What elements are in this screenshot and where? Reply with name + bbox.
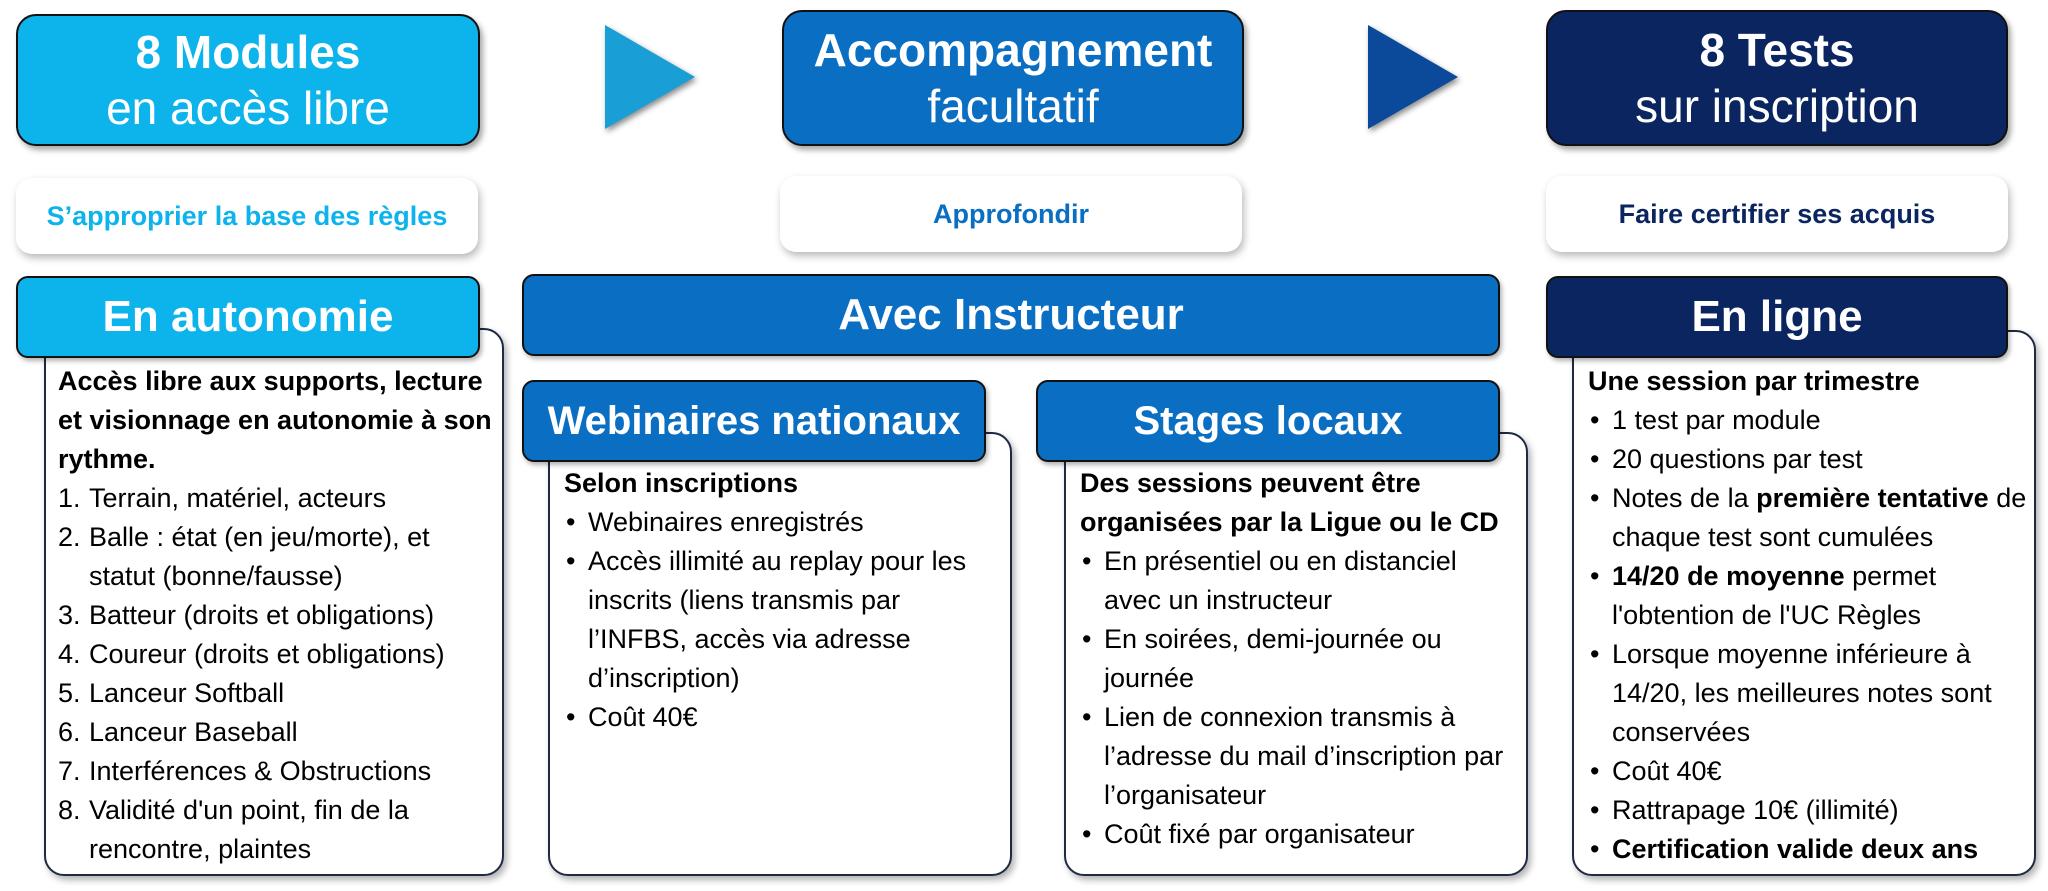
stages-list (1080, 542, 1512, 854)
list-item: 8. Validité d'un point, fin de la rencontre, plaintes (58, 791, 498, 869)
modules-list (58, 479, 498, 869)
list-item: • 1 test par module (1588, 401, 2032, 440)
autonomie-section-title: En autonomie (16, 276, 480, 358)
tests-header-title: 8 Tests (1699, 24, 1855, 76)
list-item: 5. Lanceur Softball (58, 674, 498, 713)
list-item: • Notes de la première tentative de chaque test sont cumulées (1588, 479, 2032, 557)
accompagnement-header (782, 10, 1244, 146)
stages-lead: Des sessions peuvent être organisées par la Ligue ou le CD (1080, 468, 1499, 537)
stages-content (1080, 464, 1512, 854)
webinaires-title: Webinaires nationaux (522, 380, 986, 462)
modules-header-title: 8 Modules (135, 26, 361, 78)
en-ligne-lead: Une session par trimestre (1588, 366, 1920, 396)
instructeur-section-title: Avec Instructeur (522, 274, 1500, 356)
modules-header (16, 14, 480, 146)
list-item: • 14/20 de moyenne permet l'obtention de l'UC Règles (1588, 557, 2032, 635)
list-item: 2. Balle : état (en jeu/morte), et statut (bonne/fausse) (58, 518, 498, 596)
list-item: • Rattrapage 10€ (illimité) (1588, 791, 2032, 830)
list-item: • Accès illimité au replay pour les inscrits (liens transmis par l’INFBS, accès via adresse d’inscription) (564, 542, 996, 698)
autonomie-content (58, 362, 498, 869)
list-item: 1. Terrain, matériel, acteurs (58, 479, 498, 518)
list-item: 4. Coureur (droits et obligations) (58, 635, 498, 674)
list-item: • Certification valide deux ans (1588, 830, 2032, 869)
list-item: 7. Interférences & Obstructions (58, 752, 498, 791)
webinaires-list (564, 503, 996, 737)
en-ligne-section-title: En ligne (1546, 276, 2008, 358)
accompagnement-header-title: Accompagnement (813, 24, 1213, 76)
list-item: • 20 questions par test (1588, 440, 2032, 479)
list-item: • En soirées, demi-journée ou journée (1080, 620, 1512, 698)
tagline-middle: Approfondir (780, 176, 1242, 252)
tests-header-subtitle: sur inscription (1635, 80, 1919, 132)
tagline-left: S’approprier la base des règles (16, 178, 478, 254)
list-item: • Lorsque moyenne inférieure à 14/20, les meilleures notes sont conservées (1588, 635, 2032, 752)
autonomie-lead: Accès libre aux supports, lecture et visionnage en autonomie à son rythme. (58, 366, 492, 474)
accompagnement-header-subtitle: facultatif (927, 80, 1099, 132)
list-item: 6. Lanceur Baseball (58, 713, 498, 752)
list-item: 3. Batteur (droits et obligations) (58, 596, 498, 635)
webinaires-content (564, 464, 996, 737)
list-item: • Lien de connexion transmis à l’adresse du mail d’inscription par l’organisateur (1080, 698, 1512, 815)
stages-title: Stages locaux (1036, 380, 1500, 462)
en-ligne-content (1588, 362, 2032, 869)
arrow-right-icon (1368, 25, 1458, 129)
list-item: • Coût fixé par organisateur (1080, 815, 1512, 854)
list-item: • Coût 40€ (564, 698, 996, 737)
tagline-right: Faire certifier ses acquis (1546, 176, 2008, 252)
arrow-right-icon (605, 25, 695, 129)
list-item: • Webinaires enregistrés (564, 503, 996, 542)
list-item: • En présentiel ou en distanciel avec un instructeur (1080, 542, 1512, 620)
modules-header-subtitle: en accès libre (106, 82, 390, 134)
list-item: • Coût 40€ (1588, 752, 2032, 791)
webinaires-lead: Selon inscriptions (564, 468, 799, 498)
tests-header (1546, 10, 2008, 146)
tests-list (1588, 401, 2032, 869)
